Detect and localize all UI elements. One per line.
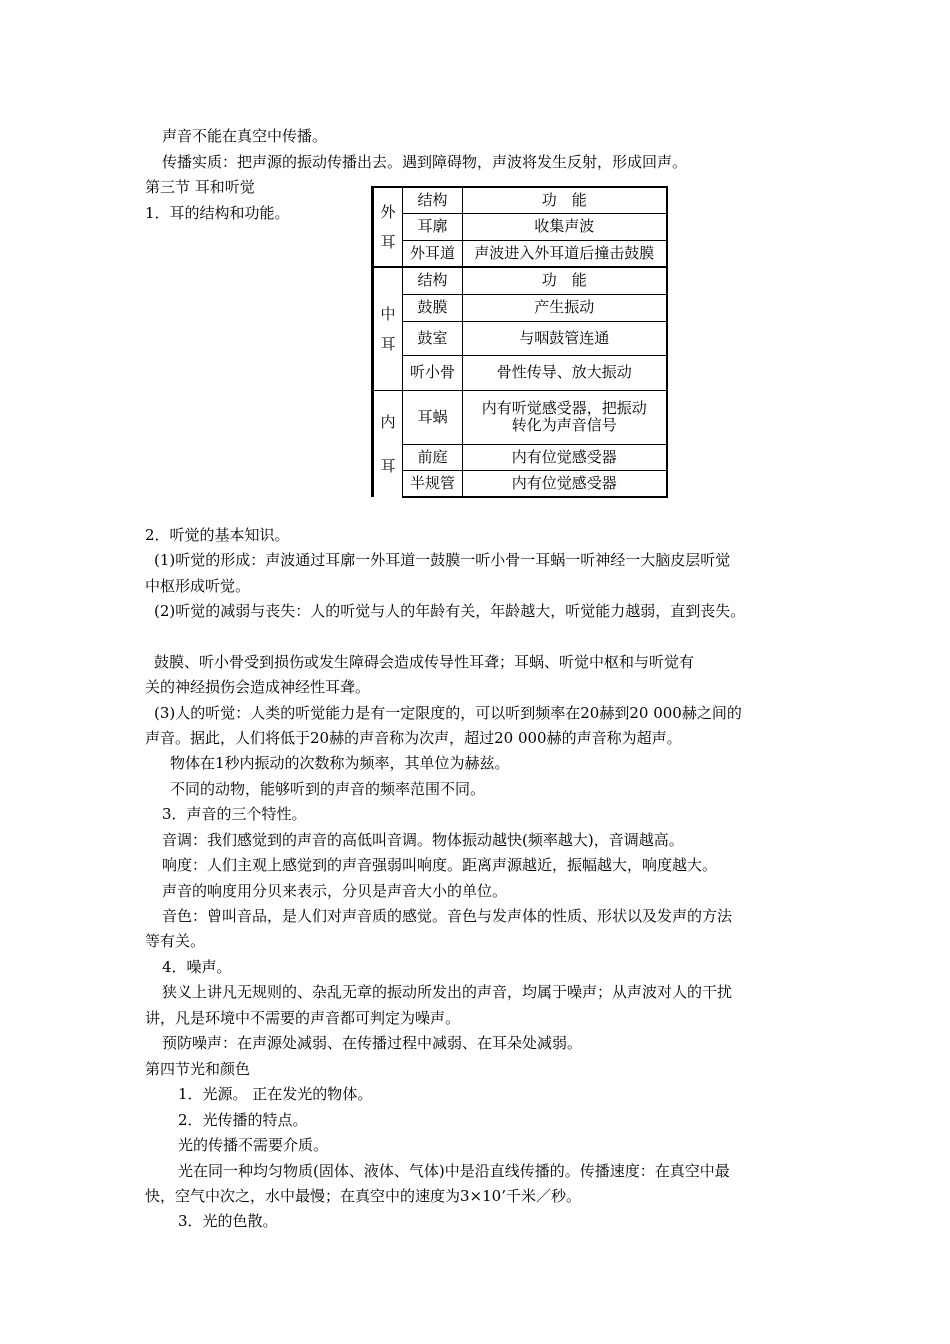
group-outer-ear: 外 耳 — [373, 187, 403, 267]
text-line: 声音不能在真空中传播。 — [162, 127, 328, 145]
cell-function: 内有位觉感受器 — [463, 444, 667, 470]
ear-structure-table — [371, 186, 668, 498]
text-line: (1)听觉的形成：声波通过耳廓一外耳道一鼓膜一听小骨一耳蜗一听神经一大脑皮层听觉 — [154, 551, 731, 569]
text-line: 关的神经损伤会造成神经性耳聋。 — [145, 678, 371, 696]
text-line: 讲，凡是环境中不需要的声音都可判定为噪声。 — [145, 1009, 461, 1027]
cell-function: 收集声波 — [463, 213, 667, 240]
text-line: 响度：人们主观上感觉到的声音强弱叫响度。距离声源越近，振幅越大，响度越大。 — [162, 856, 718, 874]
text-line: 光的传播不需要介质。 — [178, 1136, 329, 1154]
section-heading: 第四节光和颜色 — [145, 1060, 251, 1078]
text-line: 快，空气中次之，水中最慢；在真空中的速度为3×10’千米／秒。 — [145, 1187, 581, 1205]
subheading: 1．耳的结构和功能。 — [145, 204, 290, 222]
text-line: 狭义上讲凡无规则的、杂乱无章的振动所发出的声音，均属于噪声；从声波对人的干扰 — [162, 983, 733, 1001]
text-line: 声音的响度用分贝来表示，分贝是声音大小的单位。 — [162, 882, 508, 900]
text-line: 声音。据此，人们将低于20赫的声音称为次声，超过20 000赫的声音称为超声。 — [145, 729, 682, 747]
cell-function: 内有听觉感受器，把振动转化为声音信号 — [463, 390, 667, 444]
cell-function: 内有位觉感受器 — [463, 470, 667, 497]
header-function: 功 能 — [463, 187, 667, 213]
cell-structure: 外耳道 — [403, 240, 463, 267]
header-structure: 结构 — [403, 267, 463, 294]
text-line: 等有关。 — [145, 932, 206, 950]
cell-structure: 鼓室 — [403, 321, 463, 355]
subheading: 3．光的色散。 — [178, 1212, 278, 1230]
text-line: 光在同一种均匀物质(固体、液体、气体)中是沿直线传播的。传播速度：在真空中最 — [178, 1162, 730, 1180]
text-line: 鼓膜、听小骨受到损伤或发生障碍会造成传导性耳聋；耳蜗、听觉中枢和与听觉有 — [154, 653, 695, 671]
cell-function: 骨性传导、放大振动 — [463, 355, 667, 390]
subheading: 2．听觉的基本知识。 — [145, 526, 290, 544]
cell-structure: 听小骨 — [403, 355, 463, 390]
text-line: 传播实质：把声源的振动传播出去。遇到障碍物，声波将发生反射，形成回声。 — [162, 153, 688, 171]
subheading: 1．光源。 正在发光的物体。 — [178, 1085, 373, 1103]
group-inner-ear: 内 耳 — [373, 390, 403, 497]
cell-function: 声波进入外耳道后撞击鼓膜 — [463, 240, 667, 267]
cell-function: 与咽鼓管连通 — [463, 321, 667, 355]
text-line: (3)人的听觉：人类的听觉能力是有一定限度的，可以听到频率在20赫到20 000赫之间的 — [154, 704, 742, 722]
text-line: 音色：曾叫音品，是人们对声音质的感觉。音色与发声体的性质、形状以及发声的方法 — [162, 907, 733, 925]
cell-function: 产生振动 — [463, 294, 667, 321]
text-line: 音调：我们感觉到的声音的高低叫音调。物体振动越快(频率越大)，音调越高。 — [162, 831, 684, 849]
subheading: 3．声音的三个特性。 — [162, 805, 307, 823]
header-structure: 结构 — [403, 187, 463, 213]
text-line: 预防噪声：在声源处减弱、在传播过程中减弱、在耳朵处减弱。 — [162, 1034, 583, 1052]
section-heading: 第三节 耳和听觉 — [145, 178, 255, 196]
subheading: 4．噪声。 — [162, 958, 232, 976]
text-line: 物体在1秒内振动的次数称为频率，其单位为赫兹。 — [170, 754, 510, 772]
cell-structure: 耳廓 — [403, 213, 463, 240]
text-line: (2)听觉的减弱与丧失：人的听觉与人的年龄有关，年龄越大，听觉能力越弱，直到丧失。 — [154, 602, 746, 620]
cell-structure: 耳蜗 — [403, 390, 463, 444]
cell-structure: 前庭 — [403, 444, 463, 470]
group-middle-ear: 中 耳 — [373, 267, 403, 390]
subheading: 2．光传播的特点。 — [178, 1111, 308, 1129]
cell-structure: 半规管 — [403, 470, 463, 497]
header-function: 功 能 — [463, 267, 667, 294]
text-line: 中枢形成听觉。 — [145, 577, 251, 595]
text-line: 不同的动物，能够听到的声音的频率范围不同。 — [170, 780, 486, 798]
cell-structure: 鼓膜 — [403, 294, 463, 321]
